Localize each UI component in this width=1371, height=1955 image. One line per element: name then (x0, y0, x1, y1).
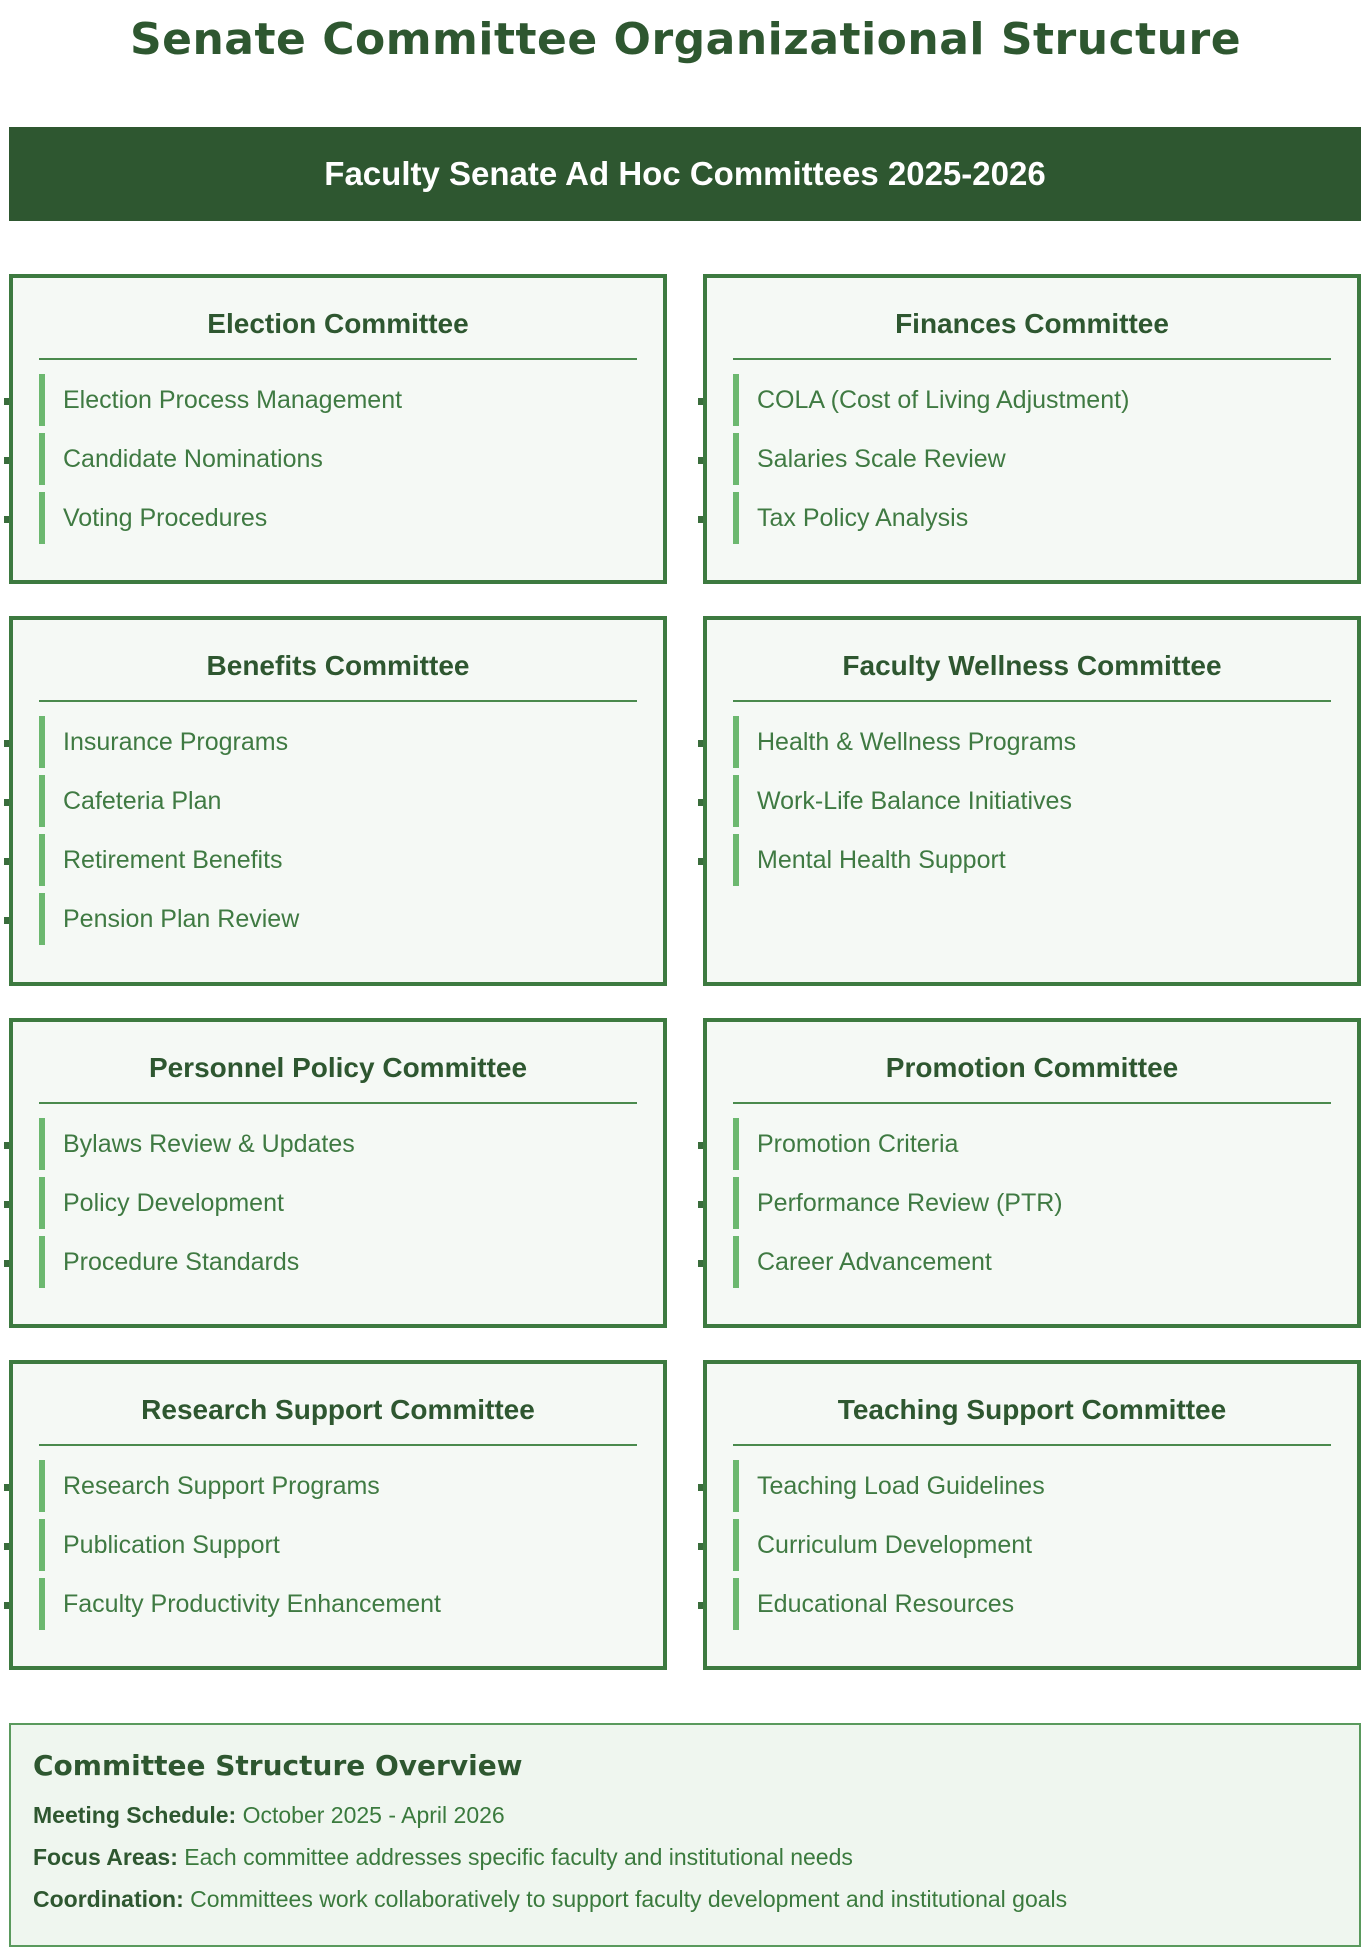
bullet-icon (698, 457, 703, 464)
committee-item-label: Performance Review (PTR) (757, 1188, 1063, 1217)
committee-item (39, 893, 637, 945)
committee-item-label: Candidate Nominations (63, 444, 323, 473)
bullet-icon (4, 1260, 9, 1267)
committee-item (733, 374, 1331, 426)
committee-item (733, 1177, 1331, 1229)
bullet-icon (4, 398, 9, 405)
committee-item-label: Work-Life Balance Initiatives (757, 786, 1072, 815)
bullet-icon (4, 740, 9, 747)
committee-item-label: Retirement Benefits (63, 845, 283, 874)
committee-item (39, 492, 637, 544)
bullet-icon (4, 516, 9, 523)
bullet-icon (4, 457, 9, 464)
committee-title: Benefits Committee (39, 650, 637, 702)
bullet-icon (4, 1602, 9, 1609)
committee-item-list (733, 1118, 1331, 1288)
committee-item-label: Curriculum Development (757, 1530, 1033, 1559)
committee-title: Personnel Policy Committee (39, 1052, 637, 1104)
bullet-icon (4, 1484, 9, 1491)
committee-item-list (39, 1118, 637, 1288)
committee-item-label: Promotion Criteria (757, 1129, 959, 1158)
committee-item-label: Research Support Programs (63, 1471, 380, 1500)
committee-item-label: Cafeteria Plan (63, 786, 222, 815)
committee-card-teaching-support (703, 1360, 1361, 1670)
committee-title: Finances Committee (733, 308, 1331, 360)
committee-item (39, 1177, 637, 1229)
committee-item (733, 716, 1331, 768)
committee-item (39, 1118, 637, 1170)
committee-item-label: Procedure Standards (63, 1247, 300, 1276)
committee-item (39, 1519, 637, 1571)
committee-item-label: Insurance Programs (63, 727, 289, 756)
committee-title: Research Support Committee (39, 1394, 637, 1446)
committee-item-label: Tax Policy Analysis (757, 503, 969, 532)
committee-item-list (733, 1460, 1331, 1630)
committee-item (733, 492, 1331, 544)
committee-item (39, 433, 637, 485)
overview-label: Meeting Schedule: (33, 1802, 237, 1828)
committee-item (733, 433, 1331, 485)
bullet-icon (698, 1543, 703, 1550)
committee-item-label: Career Advancement (757, 1247, 992, 1276)
committee-item (733, 1236, 1331, 1288)
overview-line-coordination (33, 1886, 1337, 1913)
bullet-icon (4, 858, 9, 865)
committee-item (39, 374, 637, 426)
overview-label: Coordination: (33, 1886, 184, 1912)
overview-line-focus-areas (33, 1844, 1337, 1871)
committee-card-research-support (9, 1360, 667, 1670)
committee-item-list (39, 374, 637, 544)
committee-item (39, 834, 637, 886)
committee-item-list (39, 716, 637, 945)
page-title: Senate Committee Organizational Structure (129, 14, 1242, 65)
committee-item (39, 1460, 637, 1512)
committee-item-label: Salaries Scale Review (757, 444, 1006, 473)
committee-card-personnel-policy (9, 1018, 667, 1328)
committee-item-list (733, 716, 1331, 886)
bullet-icon (698, 858, 703, 865)
committee-item-label: Educational Resources (757, 1589, 1015, 1618)
bullet-icon (4, 917, 9, 924)
bullet-icon (698, 398, 703, 405)
committee-item-label: Teaching Load Guidelines (757, 1471, 1045, 1500)
bullet-icon (698, 1484, 703, 1491)
committee-item-label: Faculty Productivity Enhancement (63, 1589, 441, 1618)
committee-item (39, 775, 637, 827)
committee-item (39, 716, 637, 768)
structure-overview (9, 1723, 1361, 1947)
bullet-icon (4, 1543, 9, 1550)
overview-label: Focus Areas: (33, 1844, 178, 1870)
bullet-icon (698, 1201, 703, 1208)
committee-item-label: Policy Development (63, 1188, 284, 1217)
committee-item-label: Voting Procedures (63, 503, 268, 532)
committee-item-list (39, 1460, 637, 1630)
committee-item (39, 1578, 637, 1630)
bullet-icon (698, 1602, 703, 1609)
committee-item (733, 1578, 1331, 1630)
overview-text: Each committee addresses specific faculty and institutional needs (184, 1844, 853, 1870)
committee-title: Teaching Support Committee (733, 1394, 1331, 1446)
committee-title: Promotion Committee (733, 1052, 1331, 1104)
overview-line-meeting-schedule (33, 1802, 1337, 1829)
committee-item-label: Health & Wellness Programs (757, 727, 1077, 756)
bullet-icon (698, 516, 703, 523)
committee-item-list (733, 374, 1331, 544)
committee-title: Election Committee (39, 308, 637, 360)
committee-item (733, 1519, 1331, 1571)
bullet-icon (698, 1260, 703, 1267)
committee-card-election (9, 274, 667, 584)
committee-card-finances (703, 274, 1361, 584)
bullet-icon (4, 1142, 9, 1149)
committee-item (733, 1460, 1331, 1512)
overview-text: Committees work collaboratively to support faculty development and institutional goals (190, 1886, 1068, 1912)
committee-item (733, 1118, 1331, 1170)
committee-item (733, 775, 1331, 827)
committee-card-benefits (9, 616, 667, 986)
overview-text: October 2025 - April 2026 (242, 1802, 505, 1828)
committee-title: Faculty Wellness Committee (733, 650, 1331, 702)
bullet-icon (4, 799, 9, 806)
committee-item-label: Publication Support (63, 1530, 280, 1559)
committee-item-label: Bylaws Review & Updates (63, 1129, 355, 1158)
committee-item-label: Mental Health Support (757, 845, 1006, 874)
bullet-icon (698, 799, 703, 806)
committee-item-label: COLA (Cost of Living Adjustment) (757, 385, 1130, 414)
committees-banner: Faculty Senate Ad Hoc Committees 2025-2026 (9, 127, 1361, 221)
bullet-icon (4, 1201, 9, 1208)
committee-item-label: Pension Plan Review (63, 904, 300, 933)
overview-title: Committee Structure Overview (33, 1749, 523, 1782)
bullet-icon (698, 1142, 703, 1149)
committee-card-promotion (703, 1018, 1361, 1328)
bullet-icon (698, 740, 703, 747)
committee-item (39, 1236, 637, 1288)
committee-item (733, 834, 1331, 886)
committee-card-faculty-wellness (703, 616, 1361, 986)
committee-item-label: Election Process Management (63, 385, 403, 414)
committee-grid (9, 274, 1361, 1670)
